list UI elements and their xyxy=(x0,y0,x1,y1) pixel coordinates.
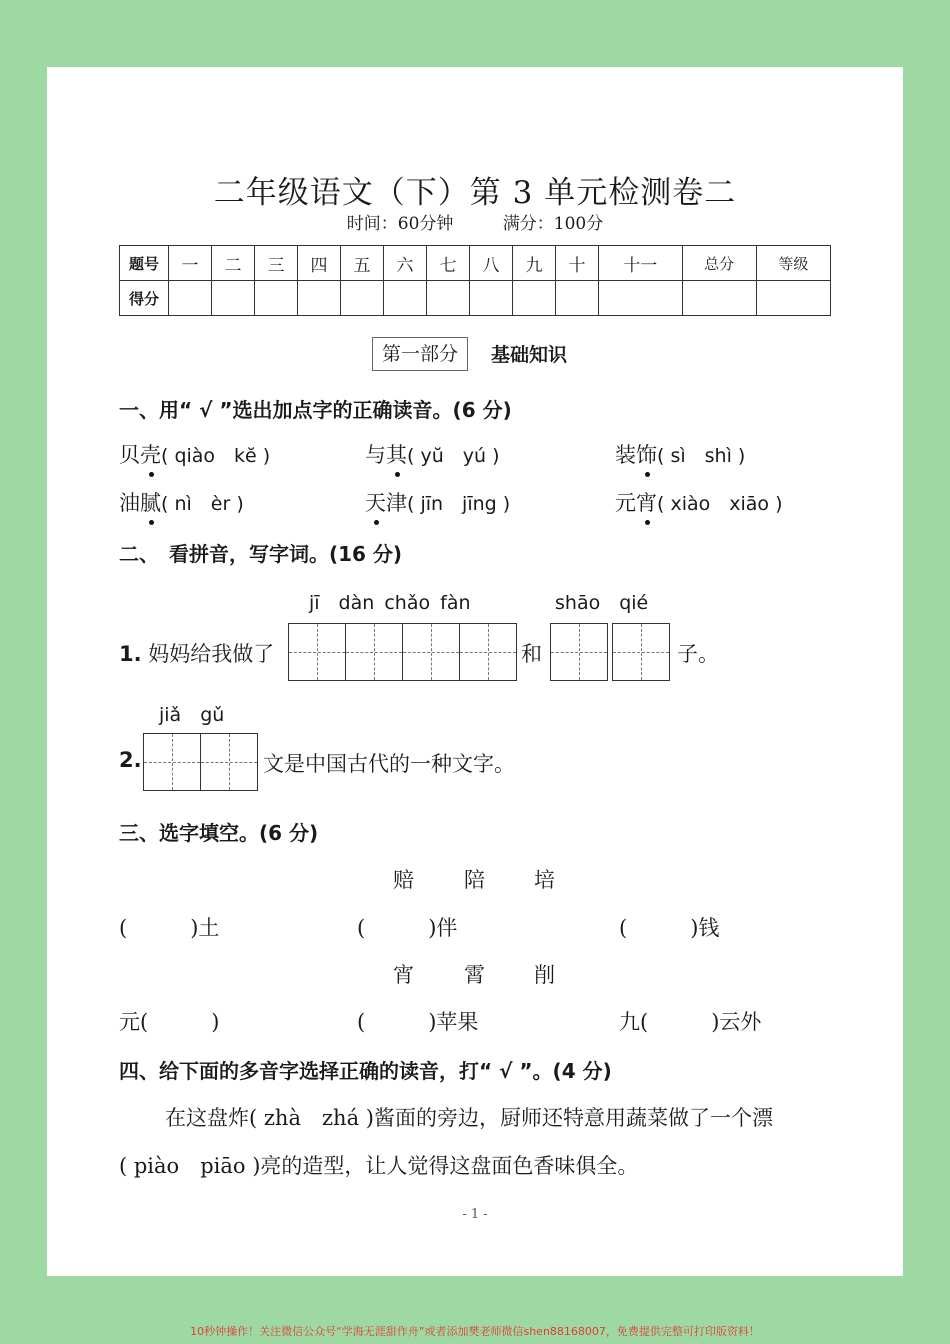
q2-s1-answer-boxes-a[interactable] xyxy=(288,623,517,681)
q1-item-dotted-char: 壳 xyxy=(140,439,161,469)
part-label: 第一部分 xyxy=(372,337,468,371)
score-cell[interactable] xyxy=(682,281,756,316)
q4-line-1[interactable]: 在这盘炸( zhà zhá )酱面的旁边，厨师还特意用蔬菜做了一个漂 xyxy=(165,1106,773,1130)
score-table xyxy=(119,245,831,316)
col-2: 二 xyxy=(212,246,255,281)
score-cell[interactable] xyxy=(427,281,470,316)
q4-line-2[interactable]: ( piào piāo )亮的造型，让人觉得这盘面色香味俱全。 xyxy=(119,1154,639,1178)
q1-item-pinyin-options[interactable]: ( jīn jīng ) xyxy=(407,493,511,515)
col-10: 十 xyxy=(556,246,599,281)
q3-blank[interactable]: 九( )云外 xyxy=(619,1010,762,1034)
q3-option-6: 削 xyxy=(534,963,555,987)
q3-blank[interactable]: ( )伴 xyxy=(357,916,458,940)
row-label-score: 得分 xyxy=(120,281,169,316)
q1-item-dotted-char: 其 xyxy=(386,439,407,469)
score-cell[interactable] xyxy=(756,281,830,316)
score-cell[interactable] xyxy=(212,281,255,316)
q1-item-dotted-char: 饰 xyxy=(636,439,657,469)
writing-cell[interactable] xyxy=(289,624,346,680)
score-table-score-row xyxy=(120,281,831,316)
col-3: 三 xyxy=(255,246,298,281)
col-11: 十一 xyxy=(599,246,683,281)
q3-option-1: 赔 xyxy=(393,868,414,892)
q2-s2-pinyin: jiǎ gǔ xyxy=(159,704,225,726)
score-cell[interactable] xyxy=(384,281,427,316)
q1-heading: 一、用“ √ ”选出加点字的正确读音。(6 分) xyxy=(119,398,512,422)
q1-item-pinyin-options[interactable]: ( xiào xiāo ) xyxy=(657,493,783,515)
page-title: 二年级语文（下）第 3 单元检测卷二 xyxy=(213,175,737,211)
row-label-question: 题号 xyxy=(120,246,169,281)
q3-option-5: 霄 xyxy=(464,963,485,987)
q1-item-pinyin-options[interactable]: ( yŭ yú ) xyxy=(407,445,500,467)
writing-cell[interactable] xyxy=(144,734,201,790)
q3-blank[interactable]: ( )苹果 xyxy=(357,1010,479,1034)
q3-blank[interactable]: 元( ) xyxy=(119,1010,220,1034)
col-total: 总分 xyxy=(682,246,756,281)
writing-cell[interactable] xyxy=(403,624,460,680)
q3-option-3: 培 xyxy=(534,868,555,892)
q2-s1-pinyin-b: shāo qié xyxy=(555,592,649,614)
score-cell[interactable] xyxy=(599,281,683,316)
col-1: 一 xyxy=(169,246,212,281)
q2-s1-mid: 和 xyxy=(521,642,542,666)
score-table-header-row xyxy=(120,246,831,281)
q2-s1-answer-box-b[interactable] xyxy=(550,623,608,681)
q1-item-dotted-char: 宵 xyxy=(636,487,657,517)
score-cell[interactable] xyxy=(341,281,384,316)
q1-item-char: 元 xyxy=(615,491,636,515)
writing-cell[interactable] xyxy=(613,624,669,680)
q1-item-char: 与 xyxy=(365,443,386,467)
q2-s2-number: 2. xyxy=(119,748,142,772)
col-4: 四 xyxy=(298,246,341,281)
q2-heading: 二、 看拼音，写字词。(16 分) xyxy=(119,542,403,566)
score-cell[interactable] xyxy=(556,281,599,316)
q1-item xyxy=(365,487,510,517)
q1-item-dotted-char: 腻 xyxy=(140,487,161,517)
col-7: 七 xyxy=(427,246,470,281)
col-6: 六 xyxy=(384,246,427,281)
writing-cell[interactable] xyxy=(346,624,403,680)
worksheet-page xyxy=(47,67,903,1276)
score-cell[interactable] xyxy=(169,281,212,316)
q1-item xyxy=(365,439,499,469)
exam-meta xyxy=(47,209,903,234)
q3-option-4: 宵 xyxy=(393,963,414,987)
col-grade: 等级 xyxy=(756,246,830,281)
q1-item-char: 贝 xyxy=(119,443,140,467)
q1-item-pinyin-options[interactable]: ( nì èr ) xyxy=(161,493,244,515)
q1-item-pinyin-options[interactable]: ( qiào kĕ ) xyxy=(161,445,271,467)
writing-cell[interactable] xyxy=(551,624,607,680)
q2-s1-lead: 妈妈给我做了 xyxy=(148,642,275,666)
q2-s1-number: 1. xyxy=(119,642,142,666)
q1-item-dotted-char: 津 xyxy=(386,491,407,515)
q1-item xyxy=(615,487,783,517)
q1-item-char: 装 xyxy=(615,443,636,467)
score-cell[interactable] xyxy=(513,281,556,316)
page-number: - 1 - xyxy=(462,1207,488,1222)
col-9: 九 xyxy=(513,246,556,281)
q2-s1-answer-box-c[interactable] xyxy=(612,623,670,681)
q3-blank[interactable]: ( )钱 xyxy=(619,916,720,940)
q2-s1-pinyin-a: jī dàn chǎo fàn xyxy=(309,592,471,614)
score-cell[interactable] xyxy=(470,281,513,316)
q1-item xyxy=(119,439,270,469)
score-cell[interactable] xyxy=(298,281,341,316)
writing-cell[interactable] xyxy=(460,624,516,680)
time-limit: 时间：60分钟 xyxy=(346,214,454,234)
q1-item xyxy=(615,439,745,469)
q1-item-char: 天 xyxy=(365,487,386,517)
q2-s2-answer-boxes[interactable] xyxy=(143,733,258,791)
footer-promo: 10秒钟操作！关注微信公众号“学海无涯甜作舟”或者添加樊老师微信shen88168007，免费提供完整可打印版资料！ xyxy=(190,1325,760,1338)
score-cell[interactable] xyxy=(255,281,298,316)
q3-option-2: 陪 xyxy=(464,868,485,892)
col-5: 五 xyxy=(341,246,384,281)
q2-s1-text xyxy=(119,638,274,668)
q4-heading: 四、给下面的多音字选择正确的读音，打“ √ ”。(4 分) xyxy=(119,1059,612,1083)
col-8: 八 xyxy=(470,246,513,281)
full-score: 满分：100分 xyxy=(502,214,604,234)
q2-s2-text: 文是中国古代的一种文字。 xyxy=(263,752,515,776)
q1-item-pinyin-options[interactable]: ( sì shì ) xyxy=(657,445,746,467)
q1-item xyxy=(119,487,244,517)
writing-cell[interactable] xyxy=(201,734,257,790)
q3-blank[interactable]: ( )土 xyxy=(119,916,220,940)
part-title: 基础知识 xyxy=(491,344,568,366)
q1-item-char: 油 xyxy=(119,491,140,515)
q3-heading: 三、选字填空。(6 分) xyxy=(119,821,319,845)
q2-s1-end: 子。 xyxy=(677,642,719,666)
